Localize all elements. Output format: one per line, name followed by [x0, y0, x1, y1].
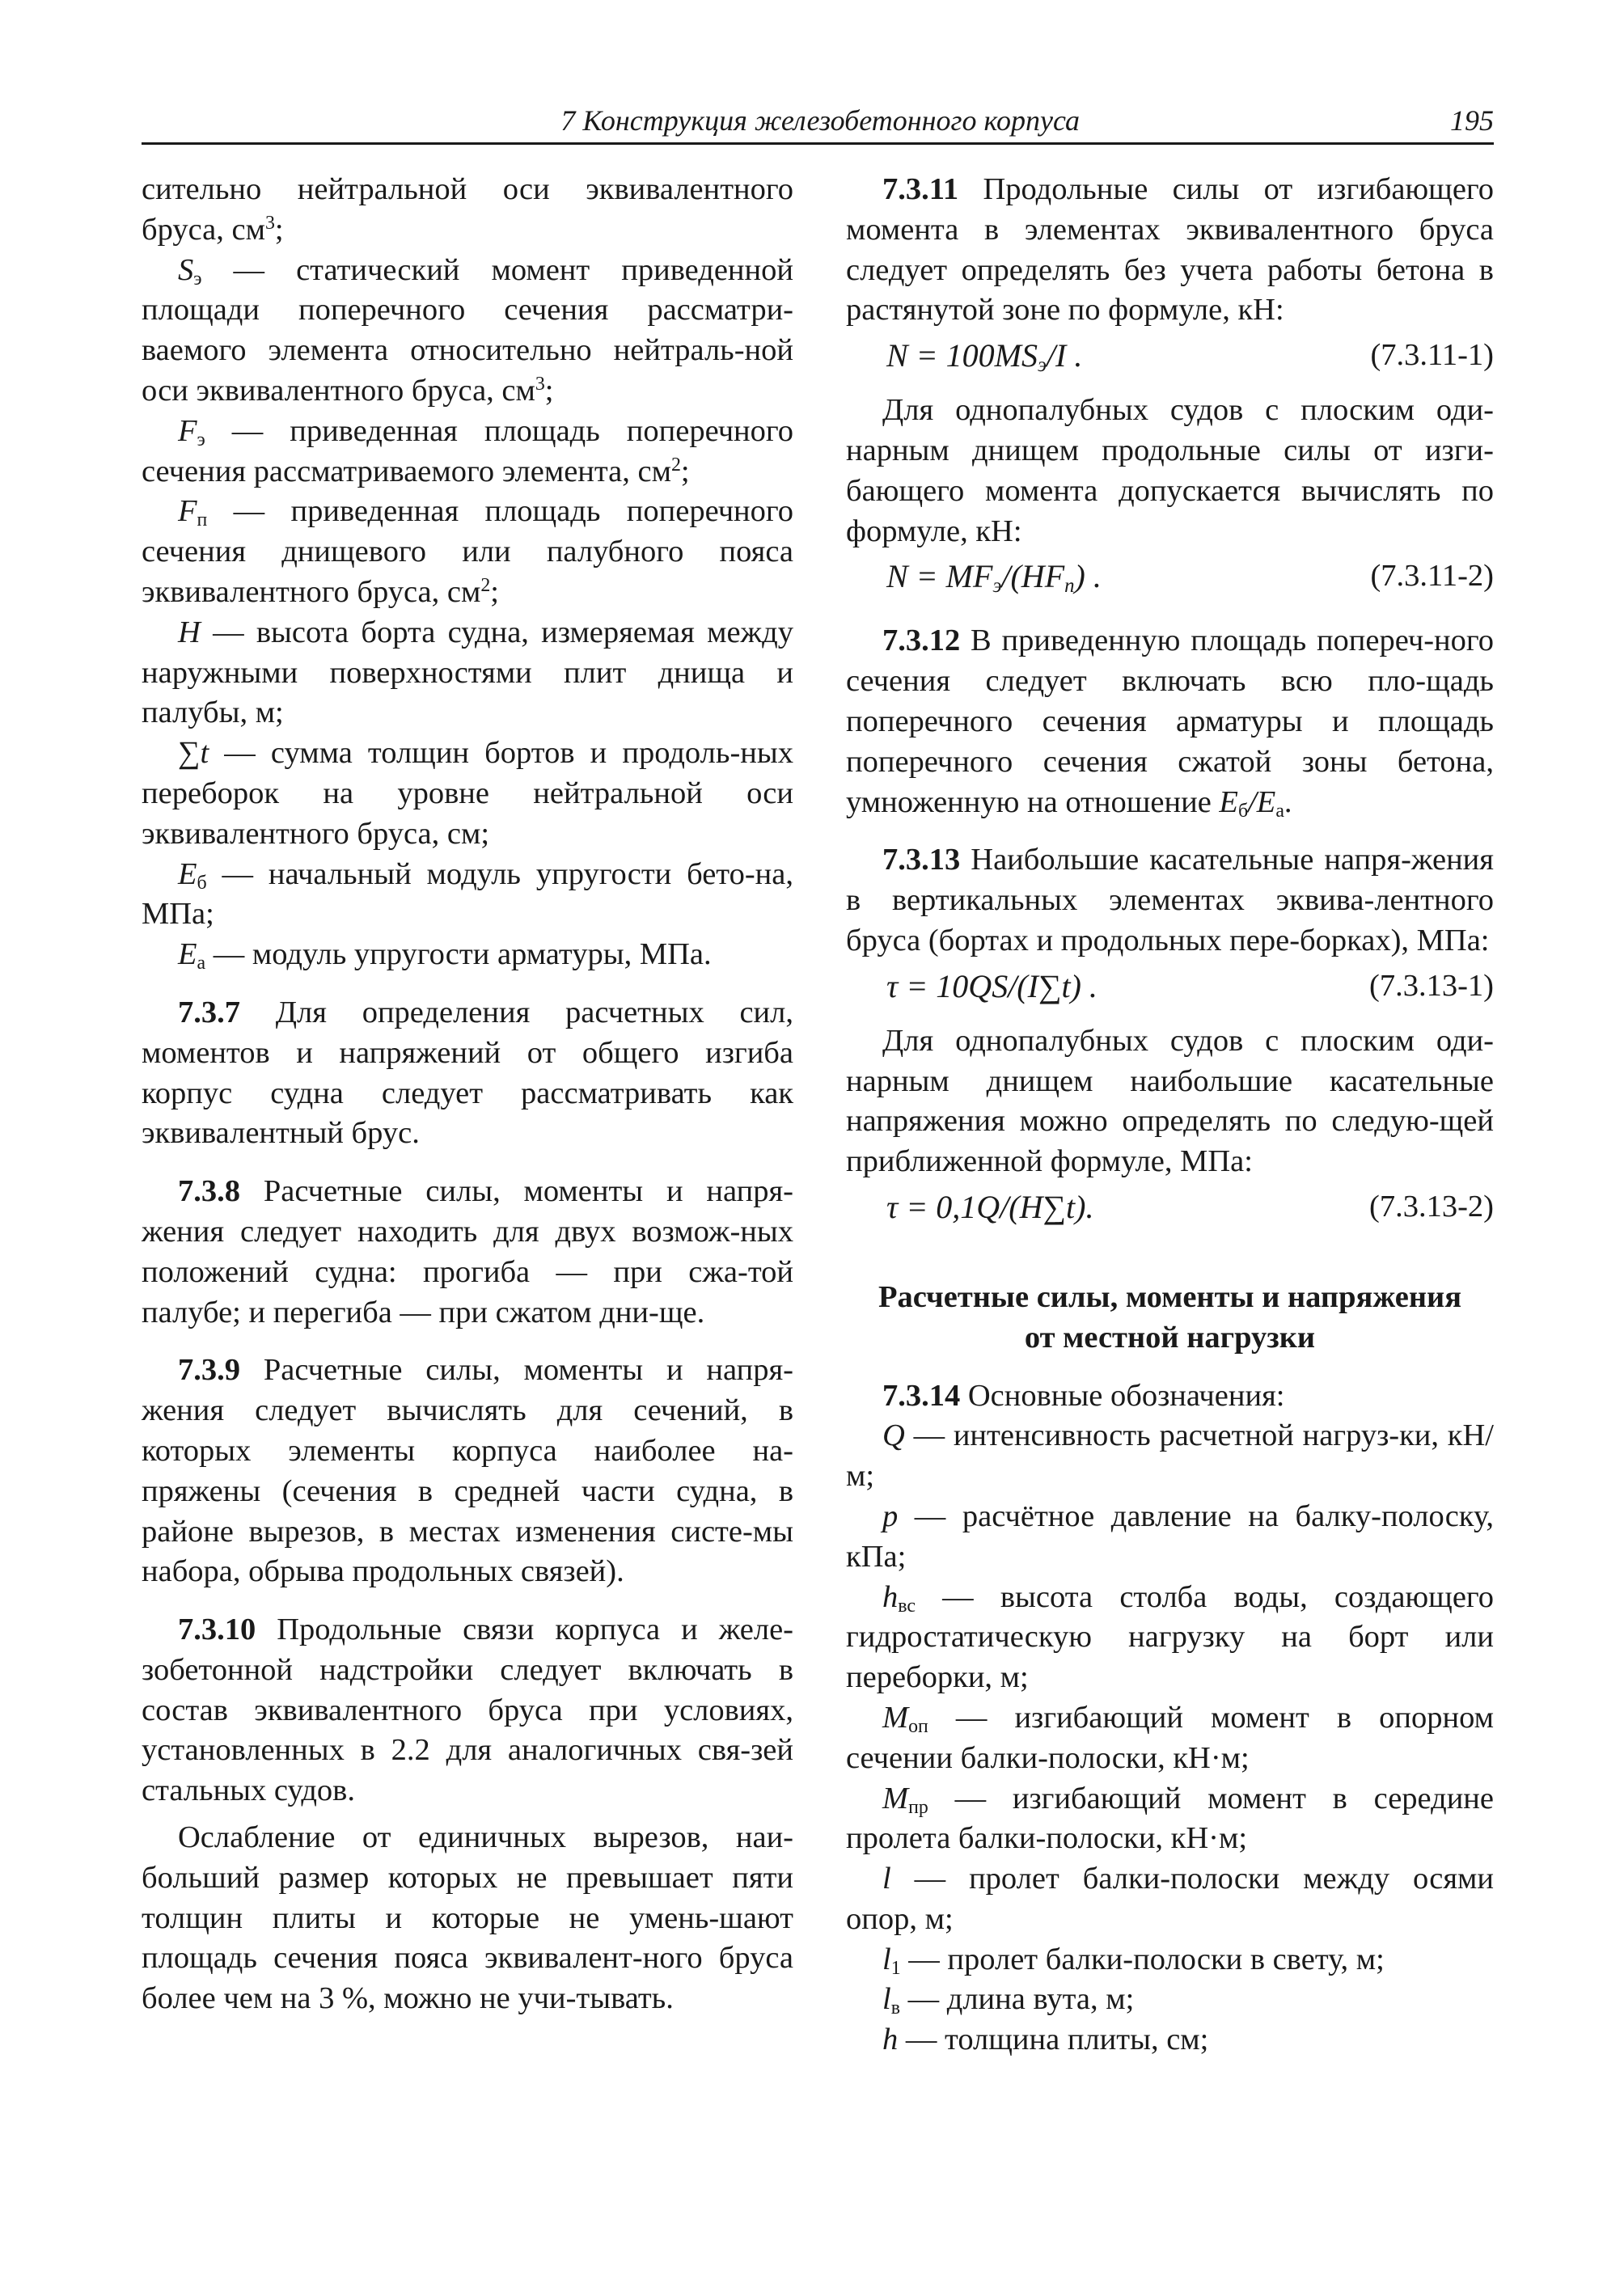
continuation-paragraph: сительно нейтральной оси эквивалентного бруса, $см^3$;: [142, 172, 793, 247]
running-header: [142, 102, 1494, 145]
paragraph-7-3-13-cont: Для однопалубных судов с плоским оди-нарным днищем наибольшие касательные напряжения можно определять по следую-щей приближенной формуле, МПа:: [846, 1023, 1494, 1179]
formula-expression: τ = 0,1Q/(H∑t).: [886, 1188, 1094, 1225]
paragraph-7-3-10-cont: Ослабление от единичных вырезов, наи-больший размер которых не превышает пяти толщин плиты и которые не умень-шают площадь сечения пояса эквивалент-ного бруса более чем на 3 %, можно не учи-тывать.: [142, 1820, 793, 2016]
definition-p: p — расчётное давление на балку-полоску, кПа;: [846, 1498, 1494, 1574]
equation-number: (7.3.13-2): [1369, 1189, 1494, 1224]
definition-lv: $l_в$ — длина вута, м;: [882, 1982, 1135, 2019]
formula-expression: τ = 10QS/(I∑t) .: [886, 967, 1097, 1004]
definition-l1: $l_1$ — пролет балки-полоски в свету, м;: [882, 1942, 1385, 1979]
formula-7-3-11-2: [846, 556, 1494, 603]
equation-number: (7.3.11-2): [1370, 559, 1494, 594]
chapter-title: 7 Конструкция железобетонного корпуса: [560, 104, 1080, 137]
definition-sum-t: ∑t — сумма толщин бортов и продоль-ных переборок на уровне нейтральной оси эквивалентного бруса, см;: [142, 736, 793, 851]
paragraph-7-3-12: 7.3.12 В приведенную площадь попереч-ного сечения следует включать всю пло-щадь поперечного сечения арматуры и площадь поперечного сечения сжатой зоны бетона, умноженную на отношение $E_б/E_а$.: [846, 623, 1494, 822]
definition-h-thickness: h — толщина плиты, см;: [882, 2023, 1209, 2057]
definition-f: $F_э$ — приведенная площадь поперечного сечения рассматриваемого элемента, $см^2$;: [142, 413, 793, 488]
equation-number: (7.3.11-1): [1370, 338, 1494, 373]
formula-7-3-13-2: [846, 1187, 1494, 1234]
paragraph-7-3-10: 7.3.10 Продольные связи корпуса и желе-зобетонной надстройки следует включать в состав эквивалентного бруса при условиях, установленных в 2.2 для аналогичных свя-зей стальных судов.: [142, 1613, 793, 1808]
definition-eb: $E_б$ — начальный модуль упругости бето-на, МПа;: [142, 856, 793, 932]
definition-fp: $F_п$ — приведенная площадь поперечного сечения днищевого или палубного пояса эквивалентного бруса, $см^2$;: [142, 494, 793, 609]
formula-7-3-11-1: [846, 336, 1494, 383]
paragraph-7-3-13: 7.3.13 Наибольшие касательные напря-жения в вертикальных элементах эквива-лентного бруса (бортах и продольных пере-борках), МПа:: [846, 843, 1494, 957]
right-column: [846, 170, 1494, 2061]
definition-q: Q — интенсивность расчетной нагруз-ки, кН/м;: [846, 1418, 1494, 1494]
definition-h: H — высота борта судна, измеряемая между наружными поверхностями плит днища и палубы, м;: [142, 615, 793, 730]
definition-l: l — пролет балки-полоски между осями опор, м;: [846, 1862, 1494, 1936]
paragraph-7-3-11-cont: Для однопалубных судов с плоским оди-нарным днищем продольные силы от изги-бающего момента допускается вычислять по формуле, кН:: [846, 393, 1494, 548]
definition-mpr: $M_{пр}$ — изгибающий момент в середине пролета балки-полоски, кН·м;: [846, 1781, 1494, 1856]
section-title: Расчетные силы, моменты и напряжения от местной нагрузки: [878, 1279, 1462, 1355]
paragraph-7-3-9: 7.3.9 Расчетные силы, моменты и напря-жения следует вычислять для сечений, в которых элементы корпуса наиболее на-пряжены (сечения в средней части судна, в районе вырезов, в местах изменения систе-мы набора, обрыва продольных связей).: [142, 1353, 793, 1589]
formula-expression: $N = 100MS_э/I$ .: [886, 337, 1083, 377]
formula-expression: $N = MF_э/(HF_п)$ .: [886, 558, 1102, 598]
definition-mop: $M_{оп}$ — изгибающий момент в опорном сечении балки-полоски, кН·м;: [846, 1700, 1494, 1775]
paragraph-7-3-11: 7.3.11 Продольные силы от изгибающего момента в элементах эквивалентного бруса следует определять без учета работы бетона в растянутой зоне по формуле, кН:: [846, 172, 1494, 328]
definition-hvs: $h_{вс}$ — высота столба воды, создающего гидростатическую нагрузку на борт или переборки, м;: [846, 1579, 1494, 1695]
paragraph-7-3-14: 7.3.14 Основные обозначения:: [882, 1378, 1285, 1413]
definition-ea: $E_а$ — модуль упругости арматуры, МПа.: [178, 937, 712, 974]
paragraph-7-3-7: 7.3.7 Для определения расчетных сил, моментов и напряжений от общего изгиба корпус судна следует рассматривать как эквивалентный брус.: [142, 995, 793, 1151]
left-column: [142, 170, 793, 2019]
page-number: 195: [1450, 104, 1494, 137]
formula-7-3-13-1: [846, 966, 1494, 1013]
definition-s: $S_э$ — статический момент приведенной площади поперечного сечения рассматри-ваемого элемента относительно нейтраль-ной оси эквивалентного бруса, $см^3$;: [142, 252, 793, 408]
paragraph-7-3-8: 7.3.8 Расчетные силы, моменты и напря-жения следует находить для двух возмож-ных положений судна: прогиба — при сжа-той палубе; и перегиба — при сжатом дни-ще.: [142, 1174, 793, 1329]
equation-number: (7.3.13-1): [1369, 968, 1494, 1003]
